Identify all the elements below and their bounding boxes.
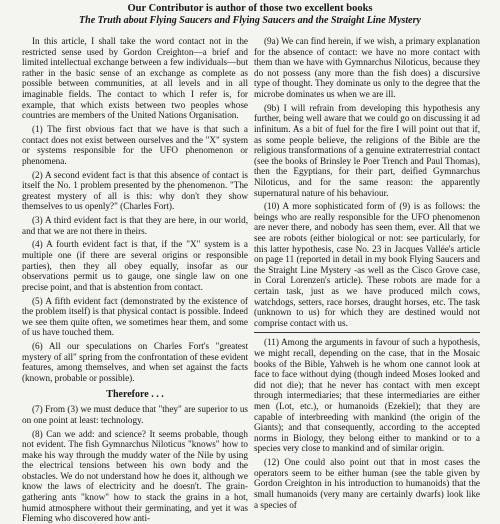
paragraph-6: (6) All our speculations on Charles Fort's "greatest mystery of all" spring from the confrontation of these evident features, among themselves, and when set against the facts (known, probable or possible). [22,341,248,383]
paragraph-2: (2) A second evident fact is that this absence of contact is itself the No. 1 problem presented by the phenomenon. "The greatest mystery of all is this: why don't they show themselves to us openly?" (Charles Fort). [22,169,248,212]
paragraph-9b: (9b) I will refrain from developing this hypothesis any further, being well aware that we could go on discussing it ad infinitum. As a bit of fuel for the fire I will point out that if, as some people believe, the religions of the Bible are the religious transformations of a genuine extraterrestrial contact (see the books of Brinsley le Poer Trench and Paul Thomas), then the Egyptians, for their part, deified Gymnarchus Niloticus, and for the same reason: the apparently supernatural nature of his behaviour. [254,102,480,198]
paragraph-7: (7) From (3) we must deduce that "they" are superior to us on one point at least: technology. [22,404,248,425]
right-column [254,36,480,510]
paragraph-9a: (9a) We can find herein, if we wish, a primary explanation for the absence of contact: we have no more contact with them than we have with Gymnarchus Niloticus, because they do not possess (any more than the fish does) a discursive type of thought. They dominate us only to the degree that the microbe dominates us when we are ill. [254,36,480,99]
paragraph-5: (5) A fifth evident fact (demonstrated by the existence of the problem itself) is that physical contact is possible. Indeed we see them quite often, we sometimes hear them, and some of us have touched them. [22,295,248,338]
paragraph-8: (8) Can we add: and science? It seems probable, though not evident. The fish Gymnarchus Niloticus "knows" how to make his way through the muddy water of the Nile by using the electrical tensions between his own body and the obstacles. We do not understand how he does it, although we know the laws of electricity and he doesn't. The grain-gathering ants "know" how to stack the grains in a hot, humid atmosphere without their germinating, and yet it was Fleming who discovered how anti- [22,428,248,524]
paragraph-11: (11) Among the arguments in favour of such a hypothesis, we might recall, depending on the case, that in the Mosaic books of the Bible, Yahweh is he whom one cannot look at face to face without dying (though indeed Moses looked and did not die); that he never has contact with men except through intermediaries; that these intermediaries are either men (Lot, etc.), or humanoids (Ezekiel); that they are capable of interbreeding with mankind (the origin of the Giants); and that consequently, according to the accepted norms in Biology, they belong either to mankind or to a species very close to mankind and of similar origin. [254,337,480,454]
paragraph-4: (4) A fourth evident fact is that, if the "X" system is a multiple one (if there are several origins or responsible parties), then they all obey equally, insofar as our observations permit us to gauge, one single law on one precise point, and that is abstention from contact. [22,239,248,292]
section-divider [254,332,480,333]
author-note-title: Our Contributor is author of those two excellent books [127,3,373,14]
article-header [0,2,500,27]
paragraph-3: (3) A third evident fact is that they are here, in our world, and that we are not there in theirs. [22,215,248,236]
therefore-heading: Therefore . . . [106,388,164,400]
paragraph-12: (12) One could also point out that in most cases the operators seem to be either human (see the table given by Gordon Creighton in his introduction to humanoids) that the small humanoids (very many are certainly dwarfs) look like a species of [254,457,480,510]
paragraph-10: (10) A more sophisticated form of (9) is as follows: the beings who are really responsible for the UFO phenomenon are never there, and nobody has seen them, ever. All that we see are robots (either biological or not: see particularly, for this latter hypothesis, case No. 23 in Jacques Vallée's article on page 11 (reported in detail in my book Flying Saucers and the Straight Line Mystery -as well as the Cisco Grove case, in Coral Lorenzen's article). These robots are made for a certain task, just as we have produced milch cows, watchdogs, setters, race horses, draught horses, etc. The task (unknown to us) for which they are destined would not comprise contact with us. [254,201,480,328]
author-note-subtitle: The Truth about Flying Saucers and Flying Saucers and the Straight Line Mystery [79,15,421,26]
paragraph-1: (1) The first obvious fact that we have is that such a contact does not exist between ourselves and the "X" system or systems responsible for the UFO phenomenon or phenomena. [22,123,248,166]
paragraph-intro: In this article, I shall take the word contact not in the restricted sense used by Gordon Creighton—a brief and limited intellectual exchange between a few individuals—but rather in the basic sense of an exchange as complete as possible between communities, at all levels and in all imaginable fields. The contact to which I refer is, for example, that which exists between two peoples whose countries are members of the United Nations Organisation. [22,36,248,121]
left-column [22,36,248,524]
